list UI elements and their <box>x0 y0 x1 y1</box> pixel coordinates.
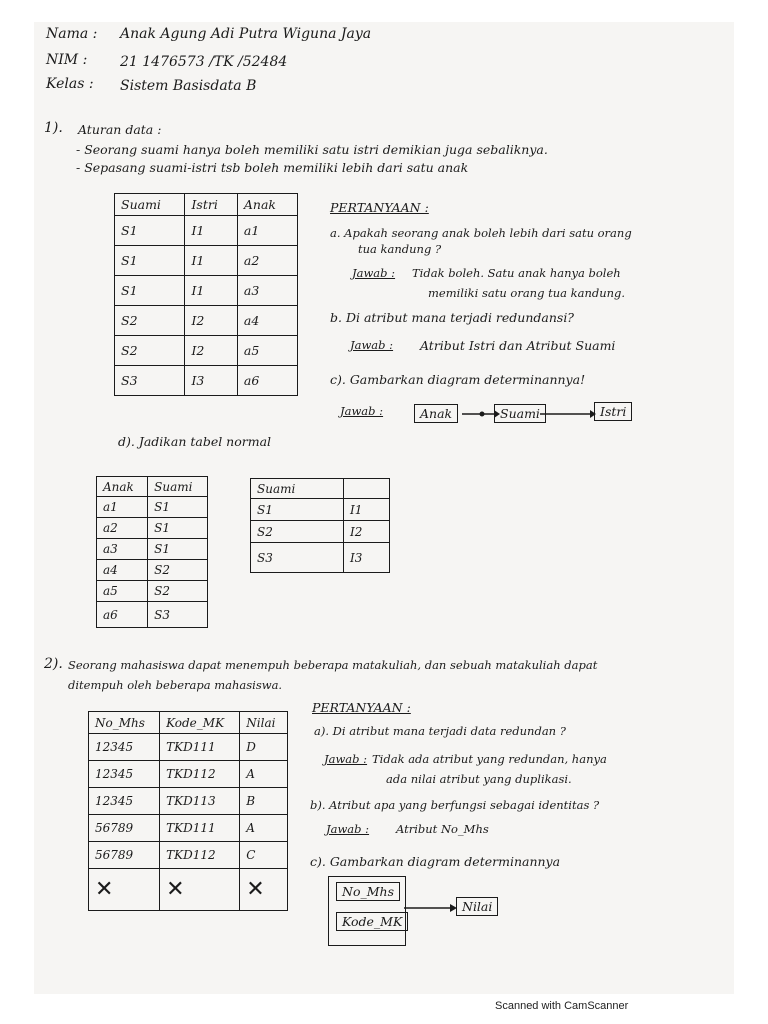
diagram-box-nilai: Nilai <box>456 897 498 916</box>
table-cell: S2 <box>251 521 344 543</box>
col-header: Anak <box>237 194 297 216</box>
diagram-box-kode-mk: Kode_MK <box>336 912 408 931</box>
table-cell: TKD113 <box>160 788 240 815</box>
q2-answer-a: Tidak ada atribut yang redundan, hanya <box>372 752 607 766</box>
table-cell: a2 <box>237 246 297 276</box>
table-cell: a3 <box>237 276 297 306</box>
q1-rule-1: - Seorang suami hanya boleh memiliki satu istri demikian juga sebaliknya. <box>76 142 548 157</box>
table-cell: 56789 <box>89 842 160 869</box>
table-cell: I1 <box>185 276 237 306</box>
q1-normal-table-1 <box>96 476 208 628</box>
table-cell: I2 <box>344 521 390 543</box>
table-cell: TKD112 <box>160 761 240 788</box>
table-cell: D <box>240 734 288 761</box>
col-header: Anak <box>97 477 148 497</box>
nim-value: 21 1476573 /TK /52484 <box>120 54 288 70</box>
scanner-watermark: Scanned with CamScanner <box>495 1000 629 1012</box>
table-cell: A <box>240 761 288 788</box>
q1-answer-a-label: Jawab : <box>352 266 396 280</box>
table-cell: a6 <box>97 602 148 628</box>
table-row <box>89 788 288 815</box>
table-cell: TKD111 <box>160 815 240 842</box>
table-cell: I1 <box>185 216 237 246</box>
q1-answer-a: Tidak boleh. Satu anak hanya boleh <box>412 266 621 280</box>
col-header: Suami <box>115 194 185 216</box>
q1-pertanyaan: PERTANYAAN : <box>330 200 429 215</box>
kelas-label: Kelas : <box>46 76 94 92</box>
q1-table <box>114 193 298 396</box>
table-cell: 12345 <box>89 788 160 815</box>
q2-table <box>88 711 288 911</box>
q1-question-b: b. Di atribut mana terjadi redundansi? <box>330 310 575 325</box>
col-header: No_Mhs <box>89 712 160 734</box>
diagram-box-anak: Anak <box>414 404 458 423</box>
cross-mark: ✕ <box>240 869 288 911</box>
table-cell: a5 <box>97 581 148 602</box>
q2-text-2: ditempuh oleh beberapa mahasiswa. <box>68 678 283 692</box>
table-row <box>97 539 208 560</box>
diagram-box-no-mhs: No_Mhs <box>336 882 400 901</box>
table-row <box>89 869 288 911</box>
table-row <box>97 497 208 518</box>
table-cell: a1 <box>97 497 148 518</box>
table-cell: B <box>240 788 288 815</box>
table-cell: S1 <box>115 276 185 306</box>
q2-question-a: a). Di atribut mana terjadi data redundan ? <box>314 724 566 738</box>
q2-answer-a-label: Jawab : <box>324 752 368 766</box>
table-cell: S2 <box>115 336 185 366</box>
q2-answer-b: Atribut No_Mhs <box>396 822 489 836</box>
diagram-arrows <box>452 405 602 425</box>
table-row <box>89 761 288 788</box>
table-cell: S1 <box>115 216 185 246</box>
cross-mark: ✕ <box>160 869 240 911</box>
table-row <box>97 518 208 539</box>
diagram-box-suami: Suami <box>494 404 546 423</box>
table-cell: I3 <box>344 543 390 573</box>
table-cell: S1 <box>251 499 344 521</box>
table-row <box>251 521 390 543</box>
q1-title: Aturan data : <box>78 122 162 137</box>
table-cell: I2 <box>185 306 237 336</box>
table-row <box>115 306 298 336</box>
table-cell: a6 <box>237 366 297 396</box>
table-cell: S1 <box>148 518 208 539</box>
table-cell: A <box>240 815 288 842</box>
q1-question-a-cont: tua kandung ? <box>358 242 442 256</box>
q1-answer-a-cont: memiliki satu orang tua kandung. <box>428 286 626 300</box>
q1-answer-c-label: Jawab : <box>340 404 384 418</box>
table-row <box>251 499 390 521</box>
table-cell: S2 <box>115 306 185 336</box>
table-cell: TKD112 <box>160 842 240 869</box>
table-cell: a4 <box>237 306 297 336</box>
q1-answer-b-label: Jawab : <box>350 338 394 352</box>
q2-text-1: Seorang mahasiswa dapat menempuh beberapa matakuliah, dan sebuah matakuliah dapat <box>68 658 598 672</box>
table-cell: C <box>240 842 288 869</box>
table-cell: I3 <box>185 366 237 396</box>
table-cell: a5 <box>237 336 297 366</box>
table-cell: TKD111 <box>160 734 240 761</box>
q1-number: 1). <box>44 120 63 136</box>
col-header <box>344 479 390 499</box>
q2-question-b: b). Atribut apa yang berfungsi sebagai identitas ? <box>310 798 600 812</box>
col-header: Nilai <box>240 712 288 734</box>
table-row <box>89 734 288 761</box>
q1-normal-table-2 <box>250 478 390 573</box>
col-header: Kode_MK <box>160 712 240 734</box>
table-row <box>115 246 298 276</box>
nim-label: NIM : <box>46 52 88 68</box>
table-cell: 12345 <box>89 761 160 788</box>
table-cell: I1 <box>344 499 390 521</box>
table-cell: S2 <box>148 560 208 581</box>
table-cell: a3 <box>97 539 148 560</box>
table-row <box>97 560 208 581</box>
table-cell: S1 <box>148 497 208 518</box>
table-row <box>89 842 288 869</box>
table-row <box>89 815 288 842</box>
table-row <box>115 276 298 306</box>
col-header: Suami <box>251 479 344 499</box>
table-cell: 56789 <box>89 815 160 842</box>
nama-label: Nama : <box>46 26 98 42</box>
col-header: Istri <box>185 194 237 216</box>
table-cell: a4 <box>97 560 148 581</box>
table-row <box>97 581 208 602</box>
table-cell: S3 <box>251 543 344 573</box>
q2-answer-a-cont: ada nilai atribut yang duplikasi. <box>386 772 572 786</box>
q1-question-c: c). Gambarkan diagram determinannya! <box>330 372 586 387</box>
table-row <box>115 216 298 246</box>
cross-mark: ✕ <box>89 869 160 911</box>
col-header: Suami <box>148 477 208 497</box>
table-row <box>115 336 298 366</box>
q1-rule-2: - Sepasang suami-istri tsb boleh memiliki lebih dari satu anak <box>76 160 469 175</box>
table-cell: S3 <box>115 366 185 396</box>
table-cell: a2 <box>97 518 148 539</box>
q1-question-a: a. Apakah seorang anak boleh lebih dari satu orang <box>330 226 632 240</box>
kelas-value: Sistem Basisdata B <box>120 78 257 94</box>
table-row <box>115 366 298 396</box>
table-cell: S1 <box>148 539 208 560</box>
table-cell: a1 <box>237 216 297 246</box>
table-cell: I1 <box>185 246 237 276</box>
q2-answer-b-label: Jawab : <box>326 822 370 836</box>
table-row <box>97 602 208 628</box>
q1-answer-b: Atribut Istri dan Atribut Suami <box>420 338 616 353</box>
diagram-arrow <box>404 898 460 918</box>
q2-pertanyaan: PERTANYAAN : <box>312 700 411 715</box>
table-cell: S3 <box>148 602 208 628</box>
table-cell: S1 <box>115 246 185 276</box>
table-cell: 12345 <box>89 734 160 761</box>
table-cell: I2 <box>185 336 237 366</box>
nama-value: Anak Agung Adi Putra Wiguna Jaya <box>120 26 372 42</box>
diagram-box-istri: Istri <box>594 402 632 421</box>
q1-question-d: d). Jadikan tabel normal <box>118 434 272 449</box>
q2-question-c: c). Gambarkan diagram determinannya <box>310 854 561 869</box>
q2-number: 2). <box>44 656 63 672</box>
table-row <box>251 543 390 573</box>
table-cell: S2 <box>148 581 208 602</box>
